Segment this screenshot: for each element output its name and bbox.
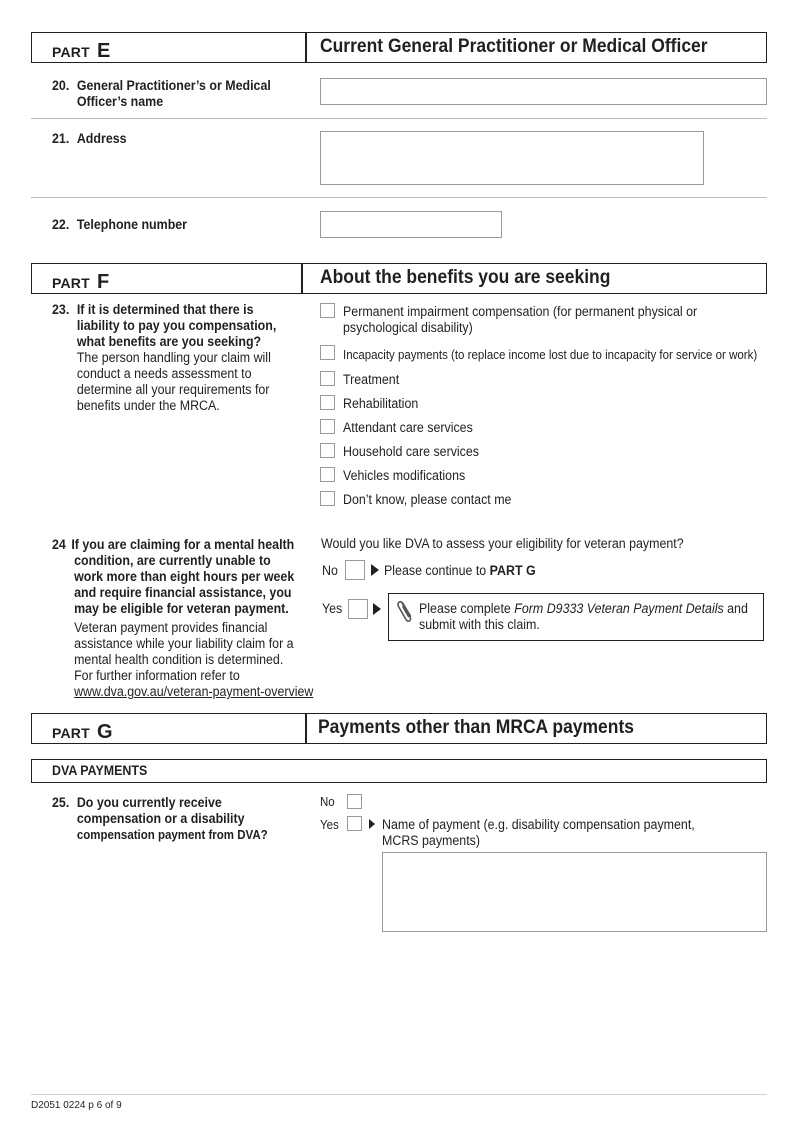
question-text: may be eligible for veteran payment. xyxy=(74,601,289,616)
question-20 xyxy=(52,78,271,110)
part-e-label xyxy=(52,40,111,63)
part-divider xyxy=(305,33,307,62)
telephone-field[interactable] xyxy=(320,211,502,238)
divider xyxy=(31,197,767,198)
question-help: assistance while your liability claim for a xyxy=(74,636,294,651)
benefit-checkbox-vehicles[interactable] xyxy=(320,467,335,482)
part-divider xyxy=(301,264,303,293)
benefit-label: Incapacity payments (to replace income lost due to incapacity for service or work) xyxy=(343,348,758,362)
arrow-right-icon xyxy=(369,819,375,829)
question-text: If it is determined that there is xyxy=(76,302,254,317)
question-text: Address xyxy=(76,131,127,146)
question-text: General Practitioner’s or Medical xyxy=(76,78,271,93)
question-number: 22. xyxy=(52,217,70,232)
benefit-label: Don’t know, please contact me xyxy=(343,492,512,507)
part-f-label xyxy=(52,271,109,294)
question-25 xyxy=(52,795,268,843)
benefit-checkbox-permanent-impairment[interactable] xyxy=(320,303,335,318)
question-number: 25. xyxy=(52,795,70,810)
paperclip-icon xyxy=(395,597,417,630)
benefit-label: Attendant care services xyxy=(343,420,473,435)
benefit-checkbox-rehabilitation[interactable] xyxy=(320,395,335,410)
footer-divider xyxy=(31,1094,767,1095)
question-number: 24 xyxy=(52,537,66,552)
dva-payment-yes-checkbox[interactable] xyxy=(347,816,362,831)
veteran-payment-prompt: Would you like DVA to assess your eligibility for veteran payment? xyxy=(321,536,684,551)
dva-payment-no-checkbox[interactable] xyxy=(347,794,362,809)
part-f-header xyxy=(31,263,767,294)
payment-name-field[interactable] xyxy=(382,852,767,932)
part-letter: G xyxy=(96,721,113,743)
question-text: work more than eight hours per week xyxy=(74,569,295,584)
section-title: DVA PAYMENTS xyxy=(52,763,148,778)
question-text: condition, are currently unable to xyxy=(74,553,271,568)
part-g-title: Payments other than MRCA payments xyxy=(318,717,635,738)
part-letter: F xyxy=(96,271,110,293)
arrow-right-icon xyxy=(373,603,381,615)
benefit-checkbox-treatment[interactable] xyxy=(320,371,335,386)
veteran-payment-note xyxy=(388,593,764,641)
question-text: and require financial assistance, you xyxy=(74,585,292,600)
question-24 xyxy=(52,537,313,700)
part-divider xyxy=(305,714,307,743)
question-text: what benefits are you seeking? xyxy=(76,334,262,349)
benefit-checkbox-dont-know[interactable] xyxy=(320,491,335,506)
part-f-title: About the benefits you are seeking xyxy=(320,267,611,288)
question-help: conduct a needs assessment to xyxy=(76,366,252,381)
benefit-label: Household care services xyxy=(343,444,480,459)
question-help: For further information refer to xyxy=(74,668,240,683)
part-word: PART xyxy=(52,44,90,60)
page-footer: D2051 0224 p 6 of 9 xyxy=(31,1100,122,1111)
note-text: Please complete Form D9333 Veteran Payment Details and submit with this claim. xyxy=(419,601,748,632)
question-help: benefits under the MRCA. xyxy=(76,398,220,413)
question-text: If you are claiming for a mental health xyxy=(71,537,295,552)
question-help: Veteran payment provides financial xyxy=(74,620,268,635)
question-help: The person handling your claim will xyxy=(76,350,271,365)
no-continue-text: Please continue to PART G xyxy=(384,563,536,578)
gp-name-field[interactable] xyxy=(320,78,767,105)
question-text: Officer’s name xyxy=(76,94,164,109)
part-g-label xyxy=(52,721,113,744)
question-text: Do you currently receive xyxy=(76,795,222,810)
question-number: 23. xyxy=(52,302,70,317)
question-text: Telephone number xyxy=(76,217,188,232)
yes-label: Yes xyxy=(320,818,339,832)
benefit-checkbox-household-care[interactable] xyxy=(320,443,335,458)
part-letter: E xyxy=(96,40,111,62)
part-word: PART xyxy=(52,275,90,291)
question-help: determine all your requirements for xyxy=(76,382,270,397)
veteran-payment-no-checkbox[interactable] xyxy=(345,560,365,580)
divider xyxy=(31,118,767,119)
benefit-label: Treatment xyxy=(343,372,400,387)
yes-label: Yes xyxy=(322,601,343,616)
benefit-label: Permanent impairment compensation (for permanent physical or psychological disability) xyxy=(343,304,698,335)
veteran-payment-link[interactable]: www.dva.gov.au/veteran-payment-overview xyxy=(74,684,314,699)
question-text: compensation or a disability xyxy=(76,811,245,826)
payment-name-label: Name of payment (e.g. disability compensation payment, MCRS payments) xyxy=(382,817,695,848)
question-23 xyxy=(52,302,276,414)
no-label: No xyxy=(322,563,338,578)
question-number: 20. xyxy=(52,78,70,93)
veteran-payment-yes-checkbox[interactable] xyxy=(348,599,368,619)
no-label: No xyxy=(320,795,335,809)
benefit-label: Vehicles modifications xyxy=(343,468,466,483)
part-e-header xyxy=(31,32,767,63)
question-text: liability to pay you compensation, xyxy=(76,318,277,333)
benefit-checkbox-incapacity[interactable] xyxy=(320,345,335,360)
benefit-checkbox-attendant-care[interactable] xyxy=(320,419,335,434)
benefit-label: Rehabilitation xyxy=(343,396,419,411)
question-text: compensation payment from DVA? xyxy=(76,828,268,842)
question-help: mental health condition is determined. xyxy=(74,652,284,667)
question-22 xyxy=(52,217,187,233)
dva-payments-section xyxy=(31,759,767,783)
part-e-title: Current General Practitioner or Medical Officer xyxy=(320,36,708,57)
question-number: 21. xyxy=(52,131,70,146)
part-g-header xyxy=(31,713,767,744)
address-field[interactable] xyxy=(320,131,704,185)
arrow-right-icon xyxy=(371,564,379,576)
part-word: PART xyxy=(52,725,90,741)
question-21 xyxy=(52,131,127,147)
